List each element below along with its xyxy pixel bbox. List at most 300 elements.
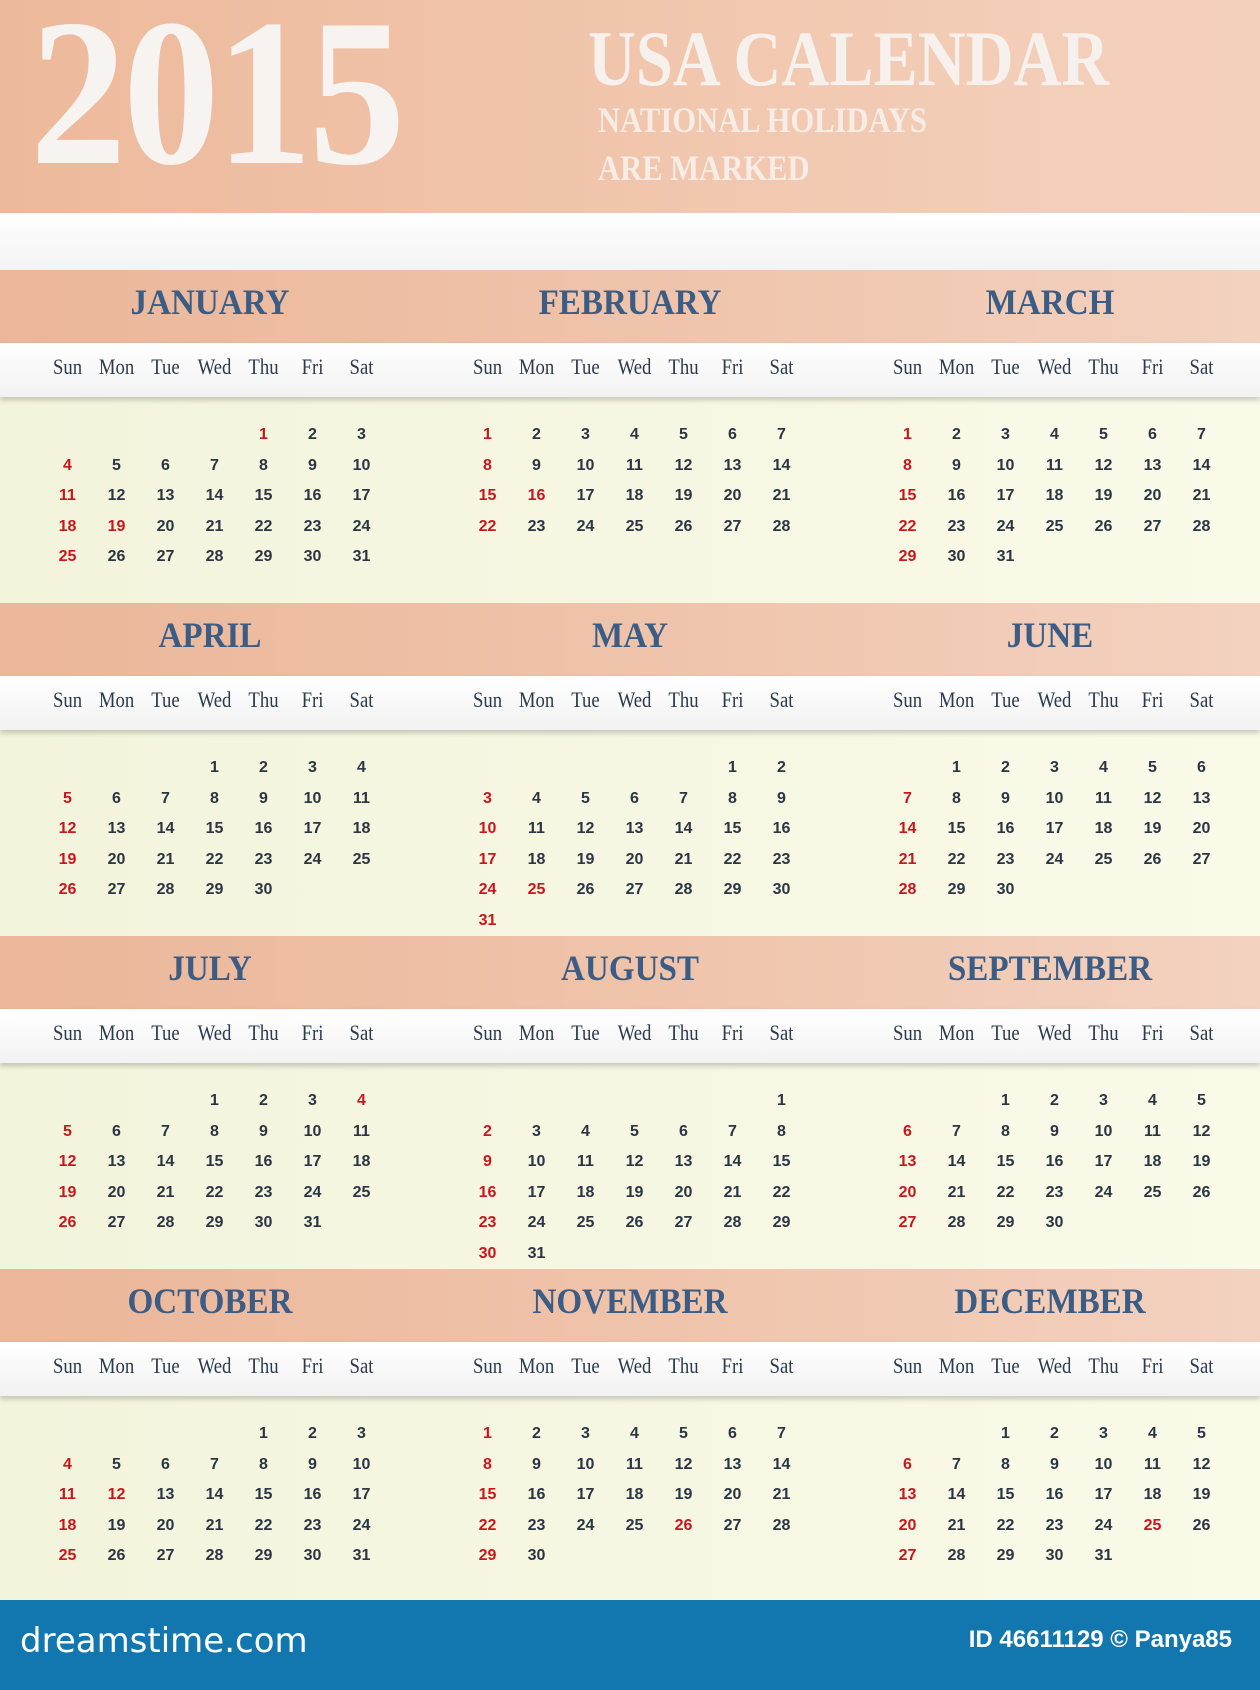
weekday-label: Sat	[349, 1020, 374, 1045]
day: 16	[478, 1183, 497, 1201]
day: 16	[527, 1486, 546, 1503]
day: 11	[353, 1122, 370, 1140]
day: 11	[577, 1153, 594, 1170]
day: 8	[210, 789, 219, 807]
day: 21	[723, 1183, 742, 1201]
day: 21	[156, 850, 175, 868]
weekday-label: Wed	[617, 1020, 652, 1045]
weekday-label: Mon	[938, 687, 975, 712]
day: 1	[1001, 1425, 1010, 1442]
day: 29	[996, 1547, 1015, 1564]
day: 28	[947, 1214, 966, 1231]
day: 13	[898, 1486, 917, 1503]
day: 2	[259, 1092, 268, 1109]
month-name: JUNE	[1006, 615, 1094, 655]
day-grid	[883, 1419, 1226, 1572]
day: 18	[58, 517, 77, 535]
month-name: FEBRUARY	[538, 282, 722, 322]
weekday-label: Fri	[1141, 354, 1164, 379]
day: 20	[674, 1183, 693, 1201]
day: 3	[483, 789, 492, 807]
day: 21	[947, 1516, 966, 1534]
header-banner	[0, 0, 1260, 213]
holiday-day: 25	[527, 881, 546, 898]
day: 2	[483, 1122, 492, 1140]
day: 3	[581, 426, 590, 443]
day: 24	[303, 1183, 322, 1201]
day: 30	[996, 881, 1015, 898]
empty-day	[92, 1419, 141, 1450]
day: 3	[581, 1425, 590, 1442]
day: 30	[303, 548, 322, 565]
day: 28	[1192, 517, 1211, 535]
day: 15	[996, 1153, 1015, 1170]
day: 12	[576, 820, 595, 837]
day: 17	[1094, 1153, 1113, 1170]
month-february	[420, 270, 840, 603]
month-name: JANUARY	[130, 282, 290, 322]
day: 14	[674, 820, 693, 837]
day: 2	[308, 1425, 317, 1442]
day: 5	[1099, 426, 1108, 443]
day-grid	[43, 1419, 386, 1572]
weekday-label: Tue	[571, 354, 600, 379]
weekday-label: Mon	[518, 354, 555, 379]
day-grid	[463, 1419, 806, 1572]
day: 3	[1099, 1092, 1108, 1109]
day-grid	[883, 420, 1226, 573]
day: 1	[728, 759, 737, 776]
day: 13	[107, 820, 126, 837]
day: 1	[1001, 1092, 1010, 1109]
dreamstime-logo[interactable]: dreamstime.com	[20, 1621, 308, 1661]
day: 21	[205, 517, 224, 535]
day: 17	[352, 487, 371, 504]
empty-day	[92, 1086, 141, 1117]
day: 31	[303, 1214, 322, 1231]
day: 8	[483, 456, 492, 474]
month-name: MAY	[591, 615, 669, 655]
holiday-day: 26	[674, 1516, 693, 1534]
weekday-label: Mon	[938, 1020, 975, 1045]
weekday-label: Fri	[721, 1020, 744, 1045]
day-grid	[43, 420, 386, 573]
day: 25	[1045, 517, 1064, 535]
day: 30	[254, 1214, 273, 1231]
day: 19	[1192, 1486, 1211, 1503]
month-december	[840, 1269, 1260, 1602]
day: 12	[1094, 456, 1113, 474]
weekday-label: Thu	[248, 1020, 279, 1045]
empty-day	[141, 420, 190, 451]
weekday-label: Sat	[1189, 1020, 1214, 1045]
day: 27	[1143, 517, 1162, 535]
day: 1	[259, 1425, 268, 1442]
empty-day	[43, 753, 92, 784]
day: 27	[625, 881, 644, 898]
day: 20	[1192, 820, 1211, 837]
day: 14	[156, 820, 175, 837]
weekday-header	[43, 1355, 386, 1377]
day: 9	[1050, 1455, 1059, 1473]
day: 16	[303, 487, 322, 504]
holiday-day: 1	[259, 426, 268, 443]
day: 30	[772, 881, 791, 898]
day: 25	[58, 548, 77, 565]
day: 29	[772, 1214, 791, 1231]
weekday-label: Thu	[1088, 1353, 1119, 1378]
day: 10	[996, 456, 1015, 474]
weekday-label: Sat	[769, 687, 794, 712]
day: 6	[161, 456, 170, 474]
day: 9	[777, 789, 786, 807]
weekday-label: Thu	[1088, 687, 1119, 712]
month-october	[0, 1269, 420, 1602]
day: 27	[156, 1547, 175, 1564]
day: 4	[357, 759, 366, 776]
day: 20	[625, 850, 644, 868]
weekday-label: Sun	[892, 687, 923, 712]
weekday-label: Tue	[151, 1020, 180, 1045]
weekday-label: Wed	[197, 354, 232, 379]
day: 17	[478, 850, 497, 868]
day: 28	[947, 1547, 966, 1564]
day: 8	[259, 456, 268, 474]
day-grid	[43, 753, 386, 906]
day: 25	[625, 1516, 644, 1534]
day: 26	[1143, 850, 1162, 868]
weekday-label: Fri	[1141, 1020, 1164, 1045]
day: 19	[674, 1486, 693, 1503]
day: 28	[772, 1516, 791, 1534]
day: 1	[210, 1092, 219, 1109]
day-grid	[463, 1086, 806, 1269]
day: 23	[996, 850, 1015, 868]
month-name: JULY	[168, 948, 252, 988]
day: 8	[483, 1455, 492, 1473]
day: 11	[528, 820, 545, 837]
day: 24	[527, 1214, 546, 1231]
day: 29	[254, 1547, 273, 1564]
day: 21	[156, 1183, 175, 1201]
month-name: AUGUST	[560, 948, 700, 988]
year-title: 2015	[30, 0, 402, 209]
day: 28	[156, 1214, 175, 1231]
day: 18	[625, 1486, 644, 1503]
day: 5	[112, 456, 121, 474]
weekday-label: Fri	[721, 687, 744, 712]
day: 6	[903, 1122, 912, 1140]
day: 10	[527, 1153, 546, 1170]
day: 28	[772, 517, 791, 535]
day: 20	[723, 1486, 742, 1503]
day: 10	[1094, 1122, 1113, 1140]
weekday-header	[883, 1355, 1226, 1377]
day: 25	[625, 517, 644, 535]
month-row	[0, 1269, 1260, 1602]
day: 20	[156, 517, 175, 535]
day: 5	[679, 426, 688, 443]
day: 27	[107, 881, 126, 898]
day: 17	[996, 487, 1015, 504]
day: 12	[1192, 1122, 1211, 1140]
day: 17	[576, 1486, 595, 1503]
day: 23	[303, 517, 322, 535]
weekday-label: Wed	[617, 1353, 652, 1378]
day: 17	[352, 1486, 371, 1503]
weekday-label: Sun	[472, 687, 503, 712]
weekday-header	[463, 689, 806, 711]
day: 22	[254, 1516, 273, 1534]
day: 12	[1192, 1455, 1211, 1473]
day: 10	[352, 456, 371, 474]
day: 15	[478, 1486, 497, 1503]
day: 3	[1001, 426, 1010, 443]
day: 23	[1045, 1183, 1064, 1201]
day: 10	[303, 789, 322, 807]
day: 4	[63, 1455, 72, 1473]
day: 31	[352, 548, 371, 565]
empty-day	[610, 753, 659, 784]
day: 15	[723, 820, 742, 837]
weekday-header	[43, 356, 386, 378]
weekday-label: Wed	[1037, 1020, 1072, 1045]
day: 24	[352, 1516, 371, 1534]
day: 2	[259, 759, 268, 776]
day: 28	[156, 881, 175, 898]
day-grid	[463, 420, 806, 542]
weekday-label: Thu	[668, 1020, 699, 1045]
day: 8	[777, 1122, 786, 1140]
weekday-label: Tue	[991, 1353, 1020, 1378]
day: 8	[210, 1122, 219, 1140]
day: 27	[1192, 850, 1211, 868]
day: 18	[58, 1516, 77, 1534]
separator-band	[0, 213, 1260, 270]
day: 11	[353, 789, 370, 807]
holiday-day: 12	[107, 1486, 126, 1503]
day: 19	[1192, 1153, 1211, 1170]
day: 5	[581, 789, 590, 807]
holiday-day: 25	[1143, 1516, 1162, 1534]
day: 26	[1094, 517, 1113, 535]
day: 14	[947, 1153, 966, 1170]
day: 10	[478, 820, 497, 837]
day: 14	[772, 456, 791, 474]
day-grid	[43, 1086, 386, 1239]
weekday-label: Thu	[1088, 1020, 1119, 1045]
day: 15	[254, 487, 273, 504]
month-november	[420, 1269, 840, 1602]
weekday-label: Thu	[668, 1353, 699, 1378]
weekday-label: Sun	[472, 354, 503, 379]
day: 6	[630, 789, 639, 807]
day: 14	[898, 820, 917, 837]
weekday-header	[43, 1022, 386, 1044]
day: 4	[63, 456, 72, 474]
month-may	[420, 603, 840, 936]
day: 3	[1050, 759, 1059, 776]
weekday-label: Thu	[668, 354, 699, 379]
day: 12	[674, 1455, 693, 1473]
day: 13	[1192, 789, 1211, 807]
day: 14	[205, 1486, 224, 1503]
weekday-label: Fri	[301, 1020, 324, 1045]
empty-day	[43, 420, 92, 451]
day: 3	[357, 426, 366, 443]
day: 5	[679, 1425, 688, 1442]
day: 29	[205, 1214, 224, 1231]
empty-day	[561, 1086, 610, 1117]
weekday-label: Sun	[52, 1353, 83, 1378]
day: 8	[952, 789, 961, 807]
weekday-label: Wed	[617, 687, 652, 712]
day: 22	[254, 517, 273, 535]
day: 11	[626, 1455, 643, 1473]
weekday-label: Fri	[721, 354, 744, 379]
day: 17	[1094, 1486, 1113, 1503]
weekday-label: Sun	[52, 354, 83, 379]
day: 22	[996, 1183, 1015, 1201]
day: 20	[898, 1516, 917, 1534]
weekday-label: Sat	[349, 1353, 374, 1378]
day: 16	[303, 1486, 322, 1503]
weekday-header	[883, 356, 1226, 378]
day: 13	[156, 1486, 175, 1503]
month-name: OCTOBER	[127, 1281, 293, 1321]
day: 6	[1148, 426, 1157, 443]
day: 31	[478, 911, 497, 929]
empty-day	[932, 1419, 981, 1450]
day: 17	[1045, 820, 1064, 837]
day: 1	[210, 759, 219, 776]
day: 8	[903, 456, 912, 474]
day: 10	[1045, 789, 1064, 807]
day: 19	[1143, 820, 1162, 837]
day: 21	[772, 1486, 791, 1503]
day: 14	[156, 1153, 175, 1170]
day: 8	[259, 1455, 268, 1473]
day: 2	[777, 759, 786, 776]
day: 3	[532, 1122, 541, 1140]
day: 21	[1192, 487, 1211, 504]
weekday-label: Tue	[571, 687, 600, 712]
day: 8	[728, 789, 737, 807]
weekday-label: Sun	[472, 1353, 503, 1378]
day: 25	[1143, 1183, 1162, 1201]
day: 5	[63, 789, 72, 807]
day: 7	[952, 1455, 961, 1473]
day: 17	[303, 820, 322, 837]
day: 23	[478, 1214, 497, 1231]
weekday-label: Fri	[1141, 1353, 1164, 1378]
day: 25	[1094, 850, 1113, 868]
day: 29	[254, 548, 273, 565]
weekday-header	[43, 689, 386, 711]
weekday-label: Sat	[1189, 687, 1214, 712]
day: 24	[478, 881, 497, 898]
month-august	[420, 936, 840, 1269]
day: 24	[576, 517, 595, 535]
day: 18	[576, 1183, 595, 1201]
day: 23	[527, 1516, 546, 1534]
day: 13	[156, 487, 175, 504]
day: 2	[952, 426, 961, 443]
day: 11	[626, 456, 643, 474]
day: 9	[532, 456, 541, 474]
day: 12	[58, 1153, 77, 1170]
weekday-label: Sat	[349, 687, 374, 712]
empty-day	[141, 753, 190, 784]
weekday-label: Thu	[1088, 354, 1119, 379]
day: 22	[478, 1516, 497, 1534]
day: 14	[772, 1455, 791, 1473]
day: 27	[156, 548, 175, 565]
empty-day	[883, 1086, 932, 1117]
empty-day	[659, 753, 708, 784]
weekday-label: Sat	[1189, 354, 1214, 379]
weekday-label: Tue	[151, 687, 180, 712]
day: 31	[996, 548, 1015, 565]
day: 18	[527, 850, 546, 868]
day: 7	[161, 789, 170, 807]
day: 26	[107, 1547, 126, 1564]
day: 24	[576, 1516, 595, 1534]
day: 26	[625, 1214, 644, 1231]
day: 7	[777, 426, 786, 443]
day: 20	[156, 1516, 175, 1534]
weekday-label: Tue	[571, 1353, 600, 1378]
empty-day	[659, 1086, 708, 1117]
day: 11	[59, 487, 76, 504]
empty-day	[561, 753, 610, 784]
subtitle-line-1: NATIONAL HOLIDAYS	[598, 100, 928, 140]
day: 28	[205, 548, 224, 565]
day: 12	[107, 487, 126, 504]
day: 23	[254, 1183, 273, 1201]
day: 9	[308, 1455, 317, 1473]
day: 4	[1050, 426, 1059, 443]
day: 15	[205, 820, 224, 837]
month-april	[0, 603, 420, 936]
day: 7	[777, 1425, 786, 1442]
day: 4	[532, 789, 541, 807]
day: 4	[1148, 1092, 1157, 1109]
day: 30	[1045, 1547, 1064, 1564]
day: 26	[107, 548, 126, 565]
footer-bar	[0, 1600, 1260, 1690]
day: 21	[205, 1516, 224, 1534]
day: 10	[303, 1122, 322, 1140]
day: 8	[1001, 1122, 1010, 1140]
day: 7	[161, 1122, 170, 1140]
day: 3	[1099, 1425, 1108, 1442]
weekday-label: Wed	[197, 1353, 232, 1378]
day: 15	[996, 1486, 1015, 1503]
weekday-label: Mon	[98, 1353, 135, 1378]
day-grid	[883, 1086, 1226, 1239]
day: 21	[947, 1183, 966, 1201]
day: 26	[58, 1214, 77, 1231]
weekday-header	[463, 356, 806, 378]
month-name: SEPTEMBER	[947, 948, 1153, 988]
weekday-header	[463, 1355, 806, 1377]
empty-day	[883, 1419, 932, 1450]
day: 10	[1094, 1455, 1113, 1473]
weekday-header	[883, 689, 1226, 711]
day: 27	[723, 517, 742, 535]
day: 5	[630, 1122, 639, 1140]
